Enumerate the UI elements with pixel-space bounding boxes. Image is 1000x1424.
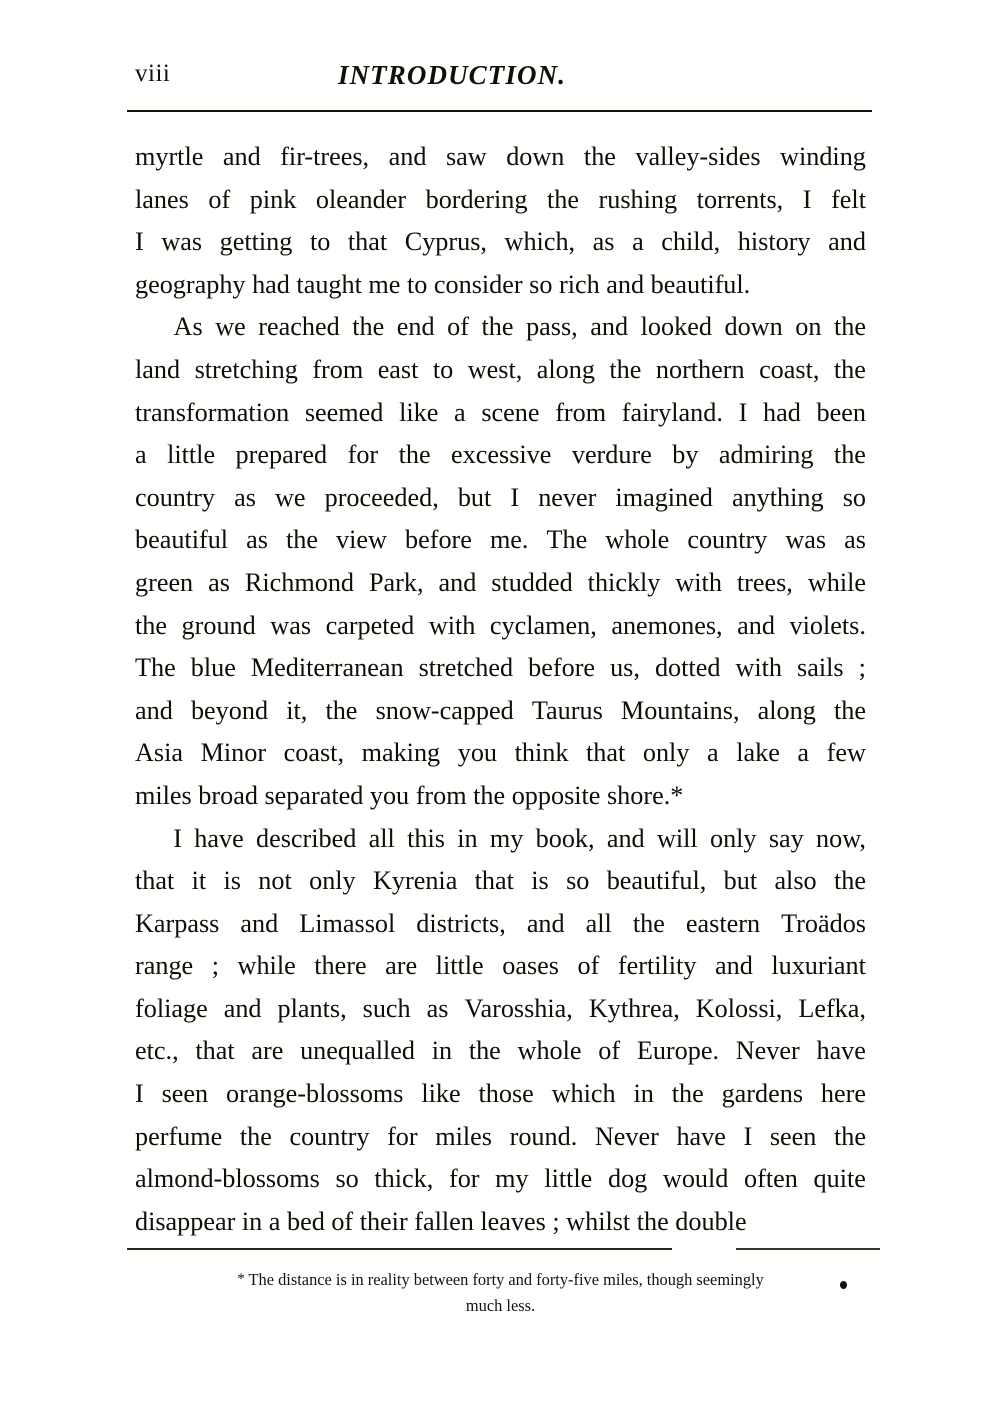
- text-line: The blue Mediterranean stretched before us, dotted with sails ;: [135, 653, 866, 683]
- footnote-line-1: [135, 1266, 866, 1293]
- footnote-text-2: much less.: [465, 1296, 536, 1315]
- text-line: miles broad separated you from the opposite shore.*: [135, 780, 684, 810]
- text-line: etc., that are unequalled in the whole of Europe. Never have: [135, 1036, 866, 1066]
- text-line: almond-blossoms so thick, for my little dog would often quite: [135, 1164, 866, 1194]
- text-line: I was getting to that Cyprus, which, as a child, history and: [135, 227, 866, 257]
- text-line: the ground was carpeted with cyclamen, anemones, and violets.: [135, 610, 866, 640]
- text-line: transformation seemed like a scene from fairyland. I had been: [135, 397, 866, 427]
- ink-blot-artifact: [840, 1281, 847, 1289]
- text-line: green as Richmond Park, and studded thickly with trees, while: [135, 567, 866, 597]
- footnote: [135, 1266, 866, 1319]
- text-line: foliage and plants, such as Varosshia, Kythrea, Kolossi, Lefka,: [135, 993, 866, 1023]
- text-line: geography had taught me to consider so rich and beautiful.: [135, 269, 751, 299]
- text-line: Asia Minor coast, making you think that only a lake a few: [135, 738, 866, 768]
- footnote-rule-left: [127, 1248, 672, 1250]
- text-line: lanes of pink oleander bordering the rushing torrents, I felt: [135, 184, 866, 214]
- text-line: land stretching from east to west, along the northern coast, the: [135, 354, 866, 384]
- text-line: beautiful as the view before me. The whole country was as: [135, 525, 866, 555]
- paragraph-2: [135, 306, 866, 817]
- text-line: I have described all this in my book, and will only say now,: [173, 823, 866, 853]
- text-line: perfume the country for miles round. Never have I seen the: [135, 1121, 866, 1151]
- body-text-column: [135, 136, 866, 1243]
- page-number: viii: [135, 60, 171, 87]
- text-line: country as we proceeded, but I never imagined anything so: [135, 482, 866, 512]
- text-line: As we reached the end of the pass, and looked down on the: [173, 312, 866, 342]
- text-line: range ; while there are little oases of fertility and luxuriant: [135, 951, 866, 981]
- footnote-marker: *: [237, 1271, 245, 1287]
- header-rule: [127, 110, 872, 112]
- text-line: I seen orange-blossoms like those which in the gardens here: [135, 1079, 866, 1109]
- text-line: that it is not only Kyrenia that is so beautiful, but also the: [135, 866, 866, 896]
- footnote-text-1: The distance is in reality between forty and forty-five miles, though seemingly: [248, 1270, 764, 1289]
- footnote-rule-right: [736, 1248, 880, 1250]
- text-line: myrtle and fir-trees, and saw down the valley-sides winding: [135, 142, 866, 171]
- text-line: and beyond it, the snow-capped Taurus Mountains, along the: [135, 695, 866, 725]
- paragraph-3: [135, 818, 866, 1244]
- text-line: disappear in a bed of their fallen leaves ; whilst the double: [135, 1206, 747, 1236]
- paragraph-1: [135, 136, 866, 306]
- running-head: [135, 60, 865, 100]
- text-line: a little prepared for the excessive verdure by admiring the: [135, 440, 866, 470]
- running-head-title: INTRODUCTION.: [337, 60, 567, 90]
- text-line: Karpass and Limassol districts, and all the eastern Troädos: [135, 908, 866, 938]
